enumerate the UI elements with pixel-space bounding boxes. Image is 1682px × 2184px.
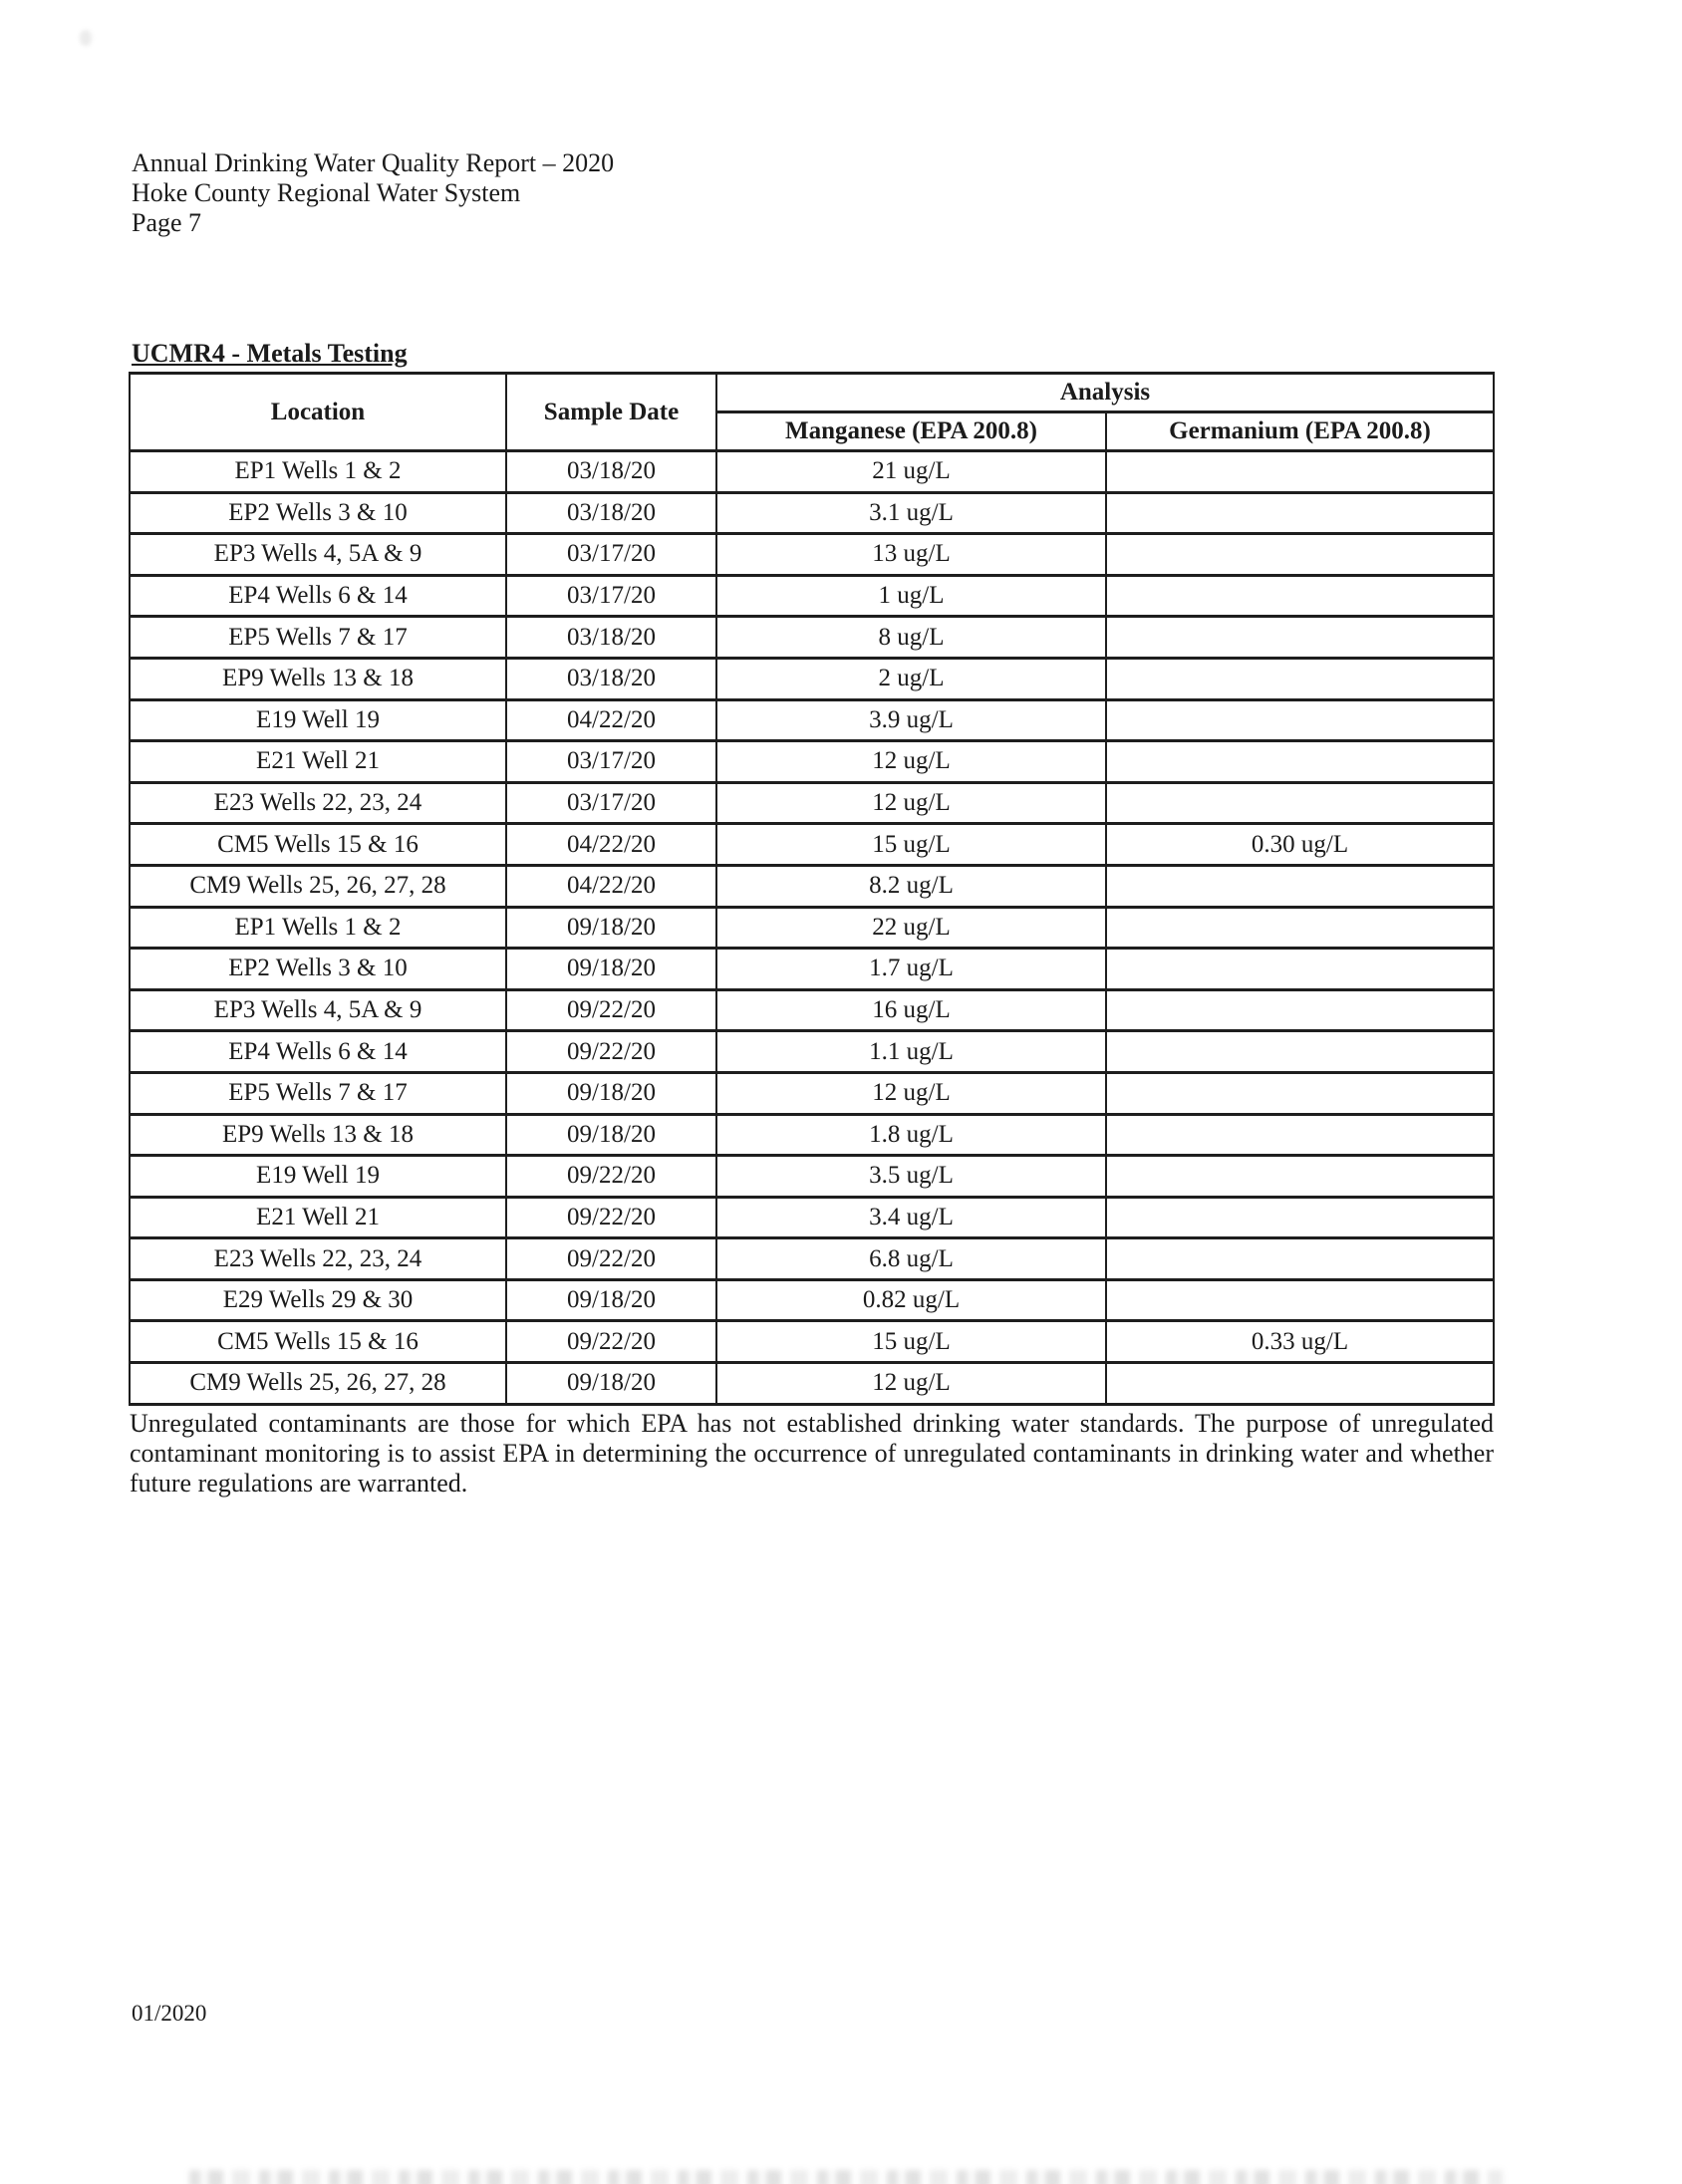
cell-manganese: 8 ug/L	[716, 617, 1106, 659]
cell-sample-date: 09/18/20	[506, 1072, 716, 1114]
cell-location: E23 Wells 22, 23, 24	[130, 782, 506, 824]
cell-manganese: 3.9 ug/L	[716, 699, 1106, 741]
cell-germanium	[1106, 865, 1494, 907]
cell-location: E23 Wells 22, 23, 24	[130, 1238, 506, 1280]
cell-sample-date: 04/22/20	[506, 699, 716, 741]
cell-location: EP9 Wells 13 & 18	[130, 658, 506, 699]
cell-manganese: 1 ug/L	[716, 575, 1106, 617]
cell-location: EP2 Wells 3 & 10	[130, 492, 506, 534]
cell-manganese: 22 ug/L	[716, 907, 1106, 949]
cell-germanium	[1106, 1114, 1494, 1156]
cell-location: E21 Well 21	[130, 741, 506, 783]
cell-sample-date: 04/22/20	[506, 865, 716, 907]
cell-manganese: 1.8 ug/L	[716, 1114, 1106, 1156]
table-row	[130, 989, 1494, 1031]
table-row	[130, 534, 1494, 576]
cell-manganese: 1.1 ug/L	[716, 1031, 1106, 1073]
cell-location: EP9 Wells 13 & 18	[130, 1114, 506, 1156]
scan-bleed-artifact	[189, 2170, 1503, 2184]
cell-manganese: 6.8 ug/L	[716, 1238, 1106, 1280]
table-row	[130, 1321, 1494, 1363]
doc-page-number: Page 7	[132, 208, 202, 237]
cell-location: EP5 Wells 7 & 17	[130, 617, 506, 659]
cell-manganese: 16 ug/L	[716, 989, 1106, 1031]
cell-germanium	[1106, 658, 1494, 699]
table-row	[130, 949, 1494, 990]
cell-germanium	[1106, 907, 1494, 949]
cell-manganese: 12 ug/L	[716, 1072, 1106, 1114]
table-header	[130, 374, 1494, 451]
cell-location: E29 Wells 29 & 30	[130, 1279, 506, 1321]
cell-sample-date: 09/22/20	[506, 1321, 716, 1363]
cell-manganese: 3.4 ug/L	[716, 1197, 1106, 1238]
table-row	[130, 1114, 1494, 1156]
table-row	[130, 699, 1494, 741]
cell-manganese: 15 ug/L	[716, 1321, 1106, 1363]
cell-sample-date: 09/18/20	[506, 907, 716, 949]
cell-germanium	[1106, 1031, 1494, 1073]
cell-sample-date: 03/17/20	[506, 534, 716, 576]
scan-smudge	[80, 30, 92, 46]
table-row	[130, 824, 1494, 866]
cell-manganese: 3.5 ug/L	[716, 1156, 1106, 1198]
cell-sample-date: 09/18/20	[506, 1363, 716, 1405]
table-row	[130, 1238, 1494, 1280]
cell-germanium: 0.33 ug/L	[1106, 1321, 1494, 1363]
cell-sample-date: 09/22/20	[506, 989, 716, 1031]
cell-location: CM5 Wells 15 & 16	[130, 1321, 506, 1363]
cell-germanium	[1106, 575, 1494, 617]
cell-germanium	[1106, 1279, 1494, 1321]
cell-sample-date: 09/18/20	[506, 1114, 716, 1156]
cell-germanium	[1106, 949, 1494, 990]
unregulated-contaminants-note: Unregulated contaminants are those for which EPA has not established drinking water standards. The purpose of unregulated contaminant monitoring is to assist EPA in determining the occurrence of unregulated contaminants in drinking water and whether future regulations are warranted.	[130, 1409, 1494, 1498]
cell-location: E21 Well 21	[130, 1197, 506, 1238]
table-row	[130, 1279, 1494, 1321]
doc-subtitle: Hoke County Regional Water System	[132, 178, 521, 207]
cell-germanium	[1106, 1363, 1494, 1405]
table-row	[130, 451, 1494, 493]
cell-sample-date: 03/18/20	[506, 658, 716, 699]
table-row	[130, 1072, 1494, 1114]
column-header-analysis: Analysis	[716, 374, 1494, 412]
table-row	[130, 575, 1494, 617]
cell-germanium	[1106, 741, 1494, 783]
cell-germanium	[1106, 492, 1494, 534]
cell-germanium	[1106, 1156, 1494, 1198]
cell-location: EP4 Wells 6 & 14	[130, 1031, 506, 1073]
cell-manganese: 12 ug/L	[716, 782, 1106, 824]
table-row	[130, 1031, 1494, 1073]
cell-location: EP3 Wells 4, 5A & 9	[130, 989, 506, 1031]
table-row	[130, 1197, 1494, 1238]
cell-sample-date: 03/17/20	[506, 782, 716, 824]
cell-manganese: 13 ug/L	[716, 534, 1106, 576]
header-row-top	[130, 374, 1494, 412]
cell-location: EP2 Wells 3 & 10	[130, 949, 506, 990]
table-row	[130, 617, 1494, 659]
column-header-germanium: Germanium (EPA 200.8)	[1106, 412, 1494, 451]
table-row	[130, 741, 1494, 783]
cell-sample-date: 09/22/20	[506, 1238, 716, 1280]
cell-sample-date: 09/22/20	[506, 1197, 716, 1238]
cell-sample-date: 09/18/20	[506, 949, 716, 990]
cell-location: CM9 Wells 25, 26, 27, 28	[130, 1363, 506, 1405]
column-header-location: Location	[130, 374, 506, 451]
cell-germanium	[1106, 534, 1494, 576]
cell-location: EP1 Wells 1 & 2	[130, 907, 506, 949]
table-row	[130, 492, 1494, 534]
cell-sample-date: 09/22/20	[506, 1031, 716, 1073]
cell-sample-date: 03/18/20	[506, 451, 716, 493]
cell-sample-date: 03/18/20	[506, 492, 716, 534]
cell-manganese: 3.1 ug/L	[716, 492, 1106, 534]
cell-manganese: 2 ug/L	[716, 658, 1106, 699]
cell-location: E19 Well 19	[130, 1156, 506, 1198]
cell-germanium	[1106, 782, 1494, 824]
table-body	[130, 451, 1494, 1405]
cell-location: EP4 Wells 6 & 14	[130, 575, 506, 617]
doc-header	[132, 148, 614, 238]
cell-manganese: 12 ug/L	[716, 741, 1106, 783]
cell-location: EP1 Wells 1 & 2	[130, 451, 506, 493]
cell-sample-date: 09/18/20	[506, 1279, 716, 1321]
cell-sample-date: 03/17/20	[506, 575, 716, 617]
table-title: UCMR4 - Metals Testing	[132, 339, 408, 368]
table-row	[130, 658, 1494, 699]
footer-date: 01/2020	[132, 2001, 207, 2026]
cell-manganese: 1.7 ug/L	[716, 949, 1106, 990]
cell-germanium	[1106, 1197, 1494, 1238]
cell-manganese: 12 ug/L	[716, 1363, 1106, 1405]
cell-manganese: 0.82 ug/L	[716, 1279, 1106, 1321]
cell-manganese: 21 ug/L	[716, 451, 1106, 493]
cell-germanium	[1106, 451, 1494, 493]
table-row	[130, 907, 1494, 949]
cell-germanium	[1106, 989, 1494, 1031]
doc-title: Annual Drinking Water Quality Report – 2020	[132, 148, 615, 177]
cell-location: CM9 Wells 25, 26, 27, 28	[130, 865, 506, 907]
table-row	[130, 1363, 1494, 1405]
cell-location: EP5 Wells 7 & 17	[130, 1072, 506, 1114]
table-row	[130, 865, 1494, 907]
cell-germanium: 0.30 ug/L	[1106, 824, 1494, 866]
cell-location: E19 Well 19	[130, 699, 506, 741]
cell-sample-date: 09/22/20	[506, 1156, 716, 1198]
cell-sample-date: 04/22/20	[506, 824, 716, 866]
table-row	[130, 1156, 1494, 1198]
cell-location: CM5 Wells 15 & 16	[130, 824, 506, 866]
cell-sample-date: 03/17/20	[506, 741, 716, 783]
cell-location: EP3 Wells 4, 5A & 9	[130, 534, 506, 576]
cell-germanium	[1106, 699, 1494, 741]
cell-germanium	[1106, 1238, 1494, 1280]
cell-manganese: 8.2 ug/L	[716, 865, 1106, 907]
metals-testing-table	[129, 372, 1495, 1406]
cell-sample-date: 03/18/20	[506, 617, 716, 659]
column-header-manganese: Manganese (EPA 200.8)	[716, 412, 1106, 451]
cell-germanium	[1106, 1072, 1494, 1114]
table-row	[130, 782, 1494, 824]
cell-manganese: 15 ug/L	[716, 824, 1106, 866]
column-header-sample-date: Sample Date	[506, 374, 716, 451]
cell-germanium	[1106, 617, 1494, 659]
